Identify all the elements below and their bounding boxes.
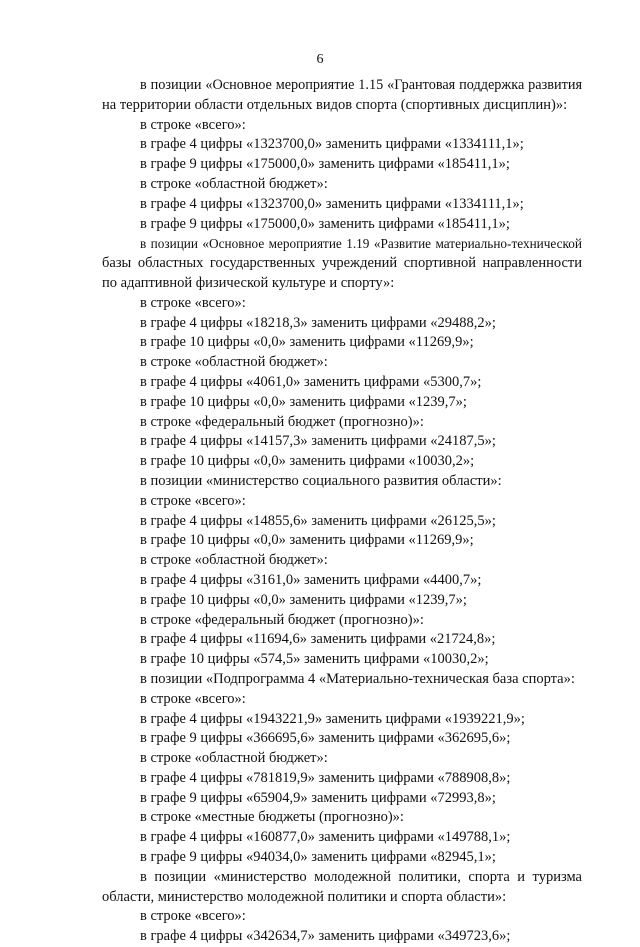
text-line: в строке «всего»: — [140, 690, 246, 707]
text-line: области, министерство молодежной политики и спорта области»: — [102, 888, 507, 905]
text-line: в графе 10 цифры «574,5» заменить цифрами «10030,2»; — [140, 651, 489, 668]
text-line: в строке «всего»: — [140, 908, 246, 925]
text-line: в строке «областной бюджет»: — [140, 750, 328, 767]
text-line: в позиции «Основное мероприятие 1.15 «Грантовая поддержка развития — [140, 77, 582, 93]
text-line: в графе 9 цифры «65904,9» заменить цифрами «72993,8»; — [140, 789, 496, 806]
text-line: в графе 4 цифры «160877,0» заменить цифрами «149788,1»; — [140, 829, 511, 846]
text-line: в строке «всего»: — [140, 116, 246, 133]
text-line: в графе 4 цифры «342634,7» заменить цифрами «349723,6»; — [140, 928, 511, 945]
text-line: в графе 4 цифры «1943221,9» заменить цифрами «1939221,9»; — [140, 710, 525, 727]
text-line: в позиции «министерство молодежной политики, спорта и туризма — [140, 868, 582, 885]
text-line: в графе 9 цифры «175000,0» заменить цифрами «185411,1»; — [140, 215, 510, 232]
text-line: в строке «местные бюджеты (прогнозно)»: — [140, 809, 404, 826]
text-line: в строке «всего»: — [140, 492, 246, 509]
text-line: в строке «областной бюджет»: — [140, 552, 328, 569]
text-line: в графе 4 цифры «11694,6» заменить цифрами «21724,8»; — [140, 631, 496, 648]
text-line: в графе 4 цифры «4061,0» заменить цифрами «5300,7»; — [140, 373, 482, 390]
text-line: в строке «областной бюджет»: — [140, 175, 328, 192]
text-line: в графе 4 цифры «14855,6» заменить цифрами «26125,5»; — [140, 512, 496, 529]
document-body — [102, 76, 582, 947]
text-line: в графе 4 цифры «781819,9» заменить цифрами «788908,8»; — [140, 769, 511, 786]
text-line: по адаптивной физической культуре и спорту»: — [102, 274, 395, 291]
page-number: 6 — [316, 52, 324, 67]
text-line: в графе 10 цифры «0,0» заменить цифрами «1239,7»; — [140, 393, 467, 410]
text-line: в графе 4 цифры «3161,0» заменить цифрами «4400,7»; — [140, 571, 482, 588]
text-line: в графе 4 цифры «1323700,0» заменить цифрами «1334111,1»; — [140, 136, 524, 153]
text-line: в графе 10 цифры «0,0» заменить цифрами «1239,7»; — [140, 591, 467, 608]
text-line: на территории области отдельных видов спорта (спортивных дисциплин)»: — [102, 96, 568, 113]
text-line: в графе 9 цифры «175000,0» заменить цифрами «185411,1»; — [140, 156, 510, 173]
text-line: в строке «всего»: — [140, 294, 246, 311]
text-line: в строке «областной бюджет»: — [140, 354, 328, 371]
text-line: в графе 4 цифры «14157,3» заменить цифрами «24187,5»; — [140, 433, 496, 450]
text-line: в графе 10 цифры «0,0» заменить цифрами «10030,2»; — [140, 453, 475, 470]
text-line: базы областных государственных учреждений спортивной направленности — [102, 255, 582, 272]
text-line: в графе 4 цифры «1323700,0» заменить цифрами «1334111,1»; — [140, 195, 524, 212]
text-line: в строке «федеральный бюджет (прогнозно)»: — [140, 413, 424, 430]
text-line: в графе 4 цифры «18218,3» заменить цифрами «29488,2»; — [140, 314, 496, 331]
text-line: в строке «федеральный бюджет (прогнозно)»: — [140, 611, 424, 628]
text-line: в позиции «министерство социального развития области»: — [140, 472, 502, 489]
text-line: в графе 9 цифры «366695,6» заменить цифрами «362695,6»; — [140, 730, 511, 747]
text-line: в позиции «Основное мероприятие 1.19 «Развитие материально-технической — [140, 236, 582, 252]
text-line: в позиции «Подпрограмма 4 «Материально-техническая база спорта»: — [140, 670, 575, 687]
text-line: в графе 9 цифры «94034,0» заменить цифрами «82945,1»; — [140, 849, 496, 866]
text-line: в графе 10 цифры «0,0» заменить цифрами «11269,9»; — [140, 334, 474, 351]
text-line: в графе 10 цифры «0,0» заменить цифрами «11269,9»; — [140, 532, 474, 549]
